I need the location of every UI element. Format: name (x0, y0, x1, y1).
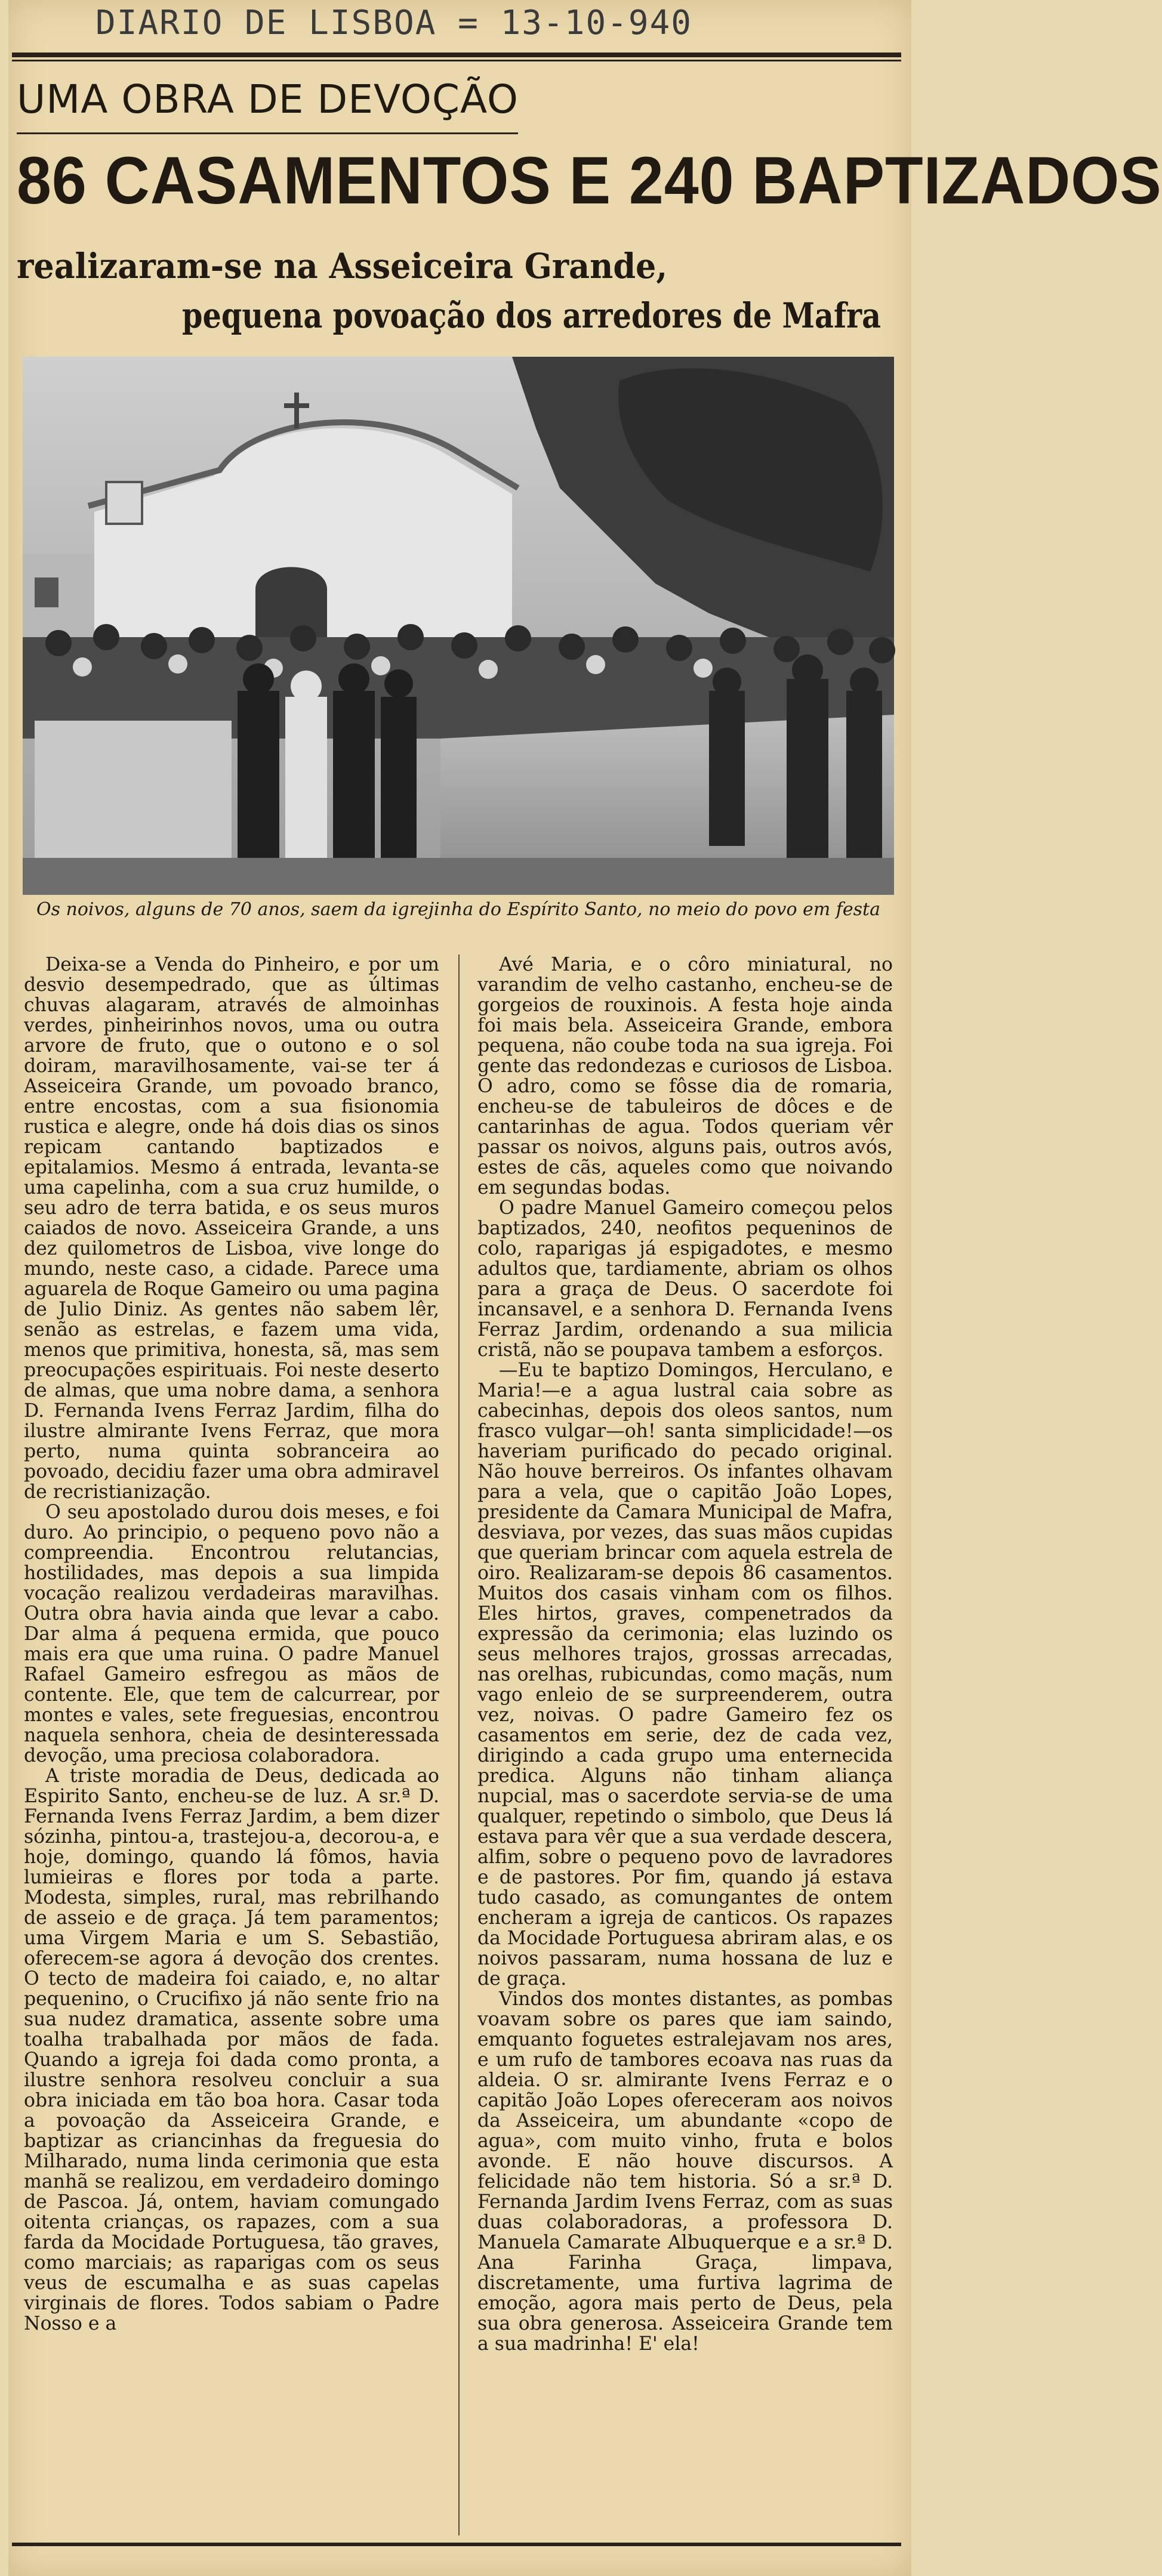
headline: 86 CASAMENTOS E 240 BAPTIZADOS (17, 143, 1162, 218)
church-crowd-photo (23, 357, 894, 895)
paragraph: A triste moradia de Deus, dedicada ao Espirito Santo, encheu-se de luz. A sr.ª D. Fernanda Ivens Ferraz Jardim, a bem dizer sózinha, pintou-a, trastejou-a, decorou-a, e hoje, domingo, quando lá fômos, havia lumieiras e flores por toda a parte. Modesta, simples, rural, mas rebrilhando de asseio e de graça. Já tem paramentos; uma Virgem Maria e um S. Sebastião, oferecem-se agora á devoção dos crentes. O tecto de madeira foi caiado, e, no altar pequenino, o Crucifixo já não sente frio na sua nudez dramatica, assente sobre uma toalha trabalhada por mãos de fada. Quando a igreja foi dada como pronta, a ilustre senhora resolveu concluir a sua obra iniciada em tão boa hora. Casar toda a povoação da Asseiceira Grande, e baptizar as criancinhas da freguesia do Milharado, numa linda cerimonia que esta manhã se realizou, em verdadeiro domingo de Pascoa. Já, ontem, haviam comungado oitenta crianças, os rapazes, com a sua farda da Mocidade Portuguesa, tão graves, como marciais; as raparigas com os seus veus de escumalha e as suas capelas virginais de flores. Todos sabiam o Padre Nosso e a (24, 1765, 439, 2334)
column-divider (458, 955, 460, 2535)
top-rule (12, 52, 901, 57)
kicker: UMA OBRA DE DEVOÇÃO (17, 76, 519, 122)
top-rule-thin (12, 60, 901, 61)
subheadline-1: realizaram-se na Asseiceira Grande, (17, 246, 668, 286)
subheadline-2: pequena povoação dos arredores de Mafra (182, 295, 881, 336)
news-photo (23, 357, 894, 895)
handwritten-source-note: DIARIO DE LISBOA = 13-10-940 (95, 4, 693, 42)
paragraph: O seu apostolado durou dois meses, e foi duro. Ao principio, o pequeno povo não a compreendia. Encontrou relutancias, hostilidades, mas depois a sua limpida vocação realizou verdadeiras maravilhas. Outra obra havia ainda que levar a cabo. Dar alma á pequena ermida, que pouco mais era que uma ruina. O padre Manuel Rafael Gameiro esfregou as mãos de contente. Ele, que tem de calcurrear, por montes e vales, sete freguesias, encontrou naquela senhora, cheia de desinteressada devoção, uma preciosa colaboradora. (24, 1502, 439, 1766)
paragraph: Vindos dos montes distantes, as pombas voavam sobre os pares que iam saindo, emquanto foguetes estralejavam nos ares, e um rufo de tambores ecoava nas ruas da aldeia. O sr. almirante Ivens Ferraz e o capitão João Lopes ofereceram aos noivos da Asseiceira, um abundante «copo de agua», com muito vinho, fruta e bolos avonde. E não houve discursos. A felicidade não tem historia. Só a sr.ª D. Fernanda Jardim Ivens Ferraz, com as suas duas colaboradoras, a professora D. Manuela Camarate Albuquerque e a sr.ª D. Ana Farinha Graça, limpava, discretamente, uma furtiva lagrima de emoção, agora mais perto de Deus, pela sua obra generosa. Asseiceira Grande tem a sua madrinha! E' ela! (477, 1988, 893, 2355)
bottom-rule (12, 2543, 901, 2546)
paragraph: O padre Manuel Gameiro começou pelos baptizados, 240, neofitos pequeninos de colo, raparigas já espigadotes, e mesmo adultos que, tardiamente, abriam os olhos para a graça de Deus. O sacerdote foi incansavel, e a senhora D. Fernanda Ivens Ferraz Jardim, ordenando a sua milicia cristã, não se poupava tambem a esforços. (477, 1197, 893, 1361)
kicker-underline (17, 132, 518, 134)
paragraph: —Eu te baptizo Domingos, Herculano, e Maria!—e a agua lustral caia sobre as cabecinhas, depois dos oleos santos, num frasco vulgar—oh! santa simplicidade!—os haveriam purificado do pecado original. Não houve berreiros. Os infantes olhavam para a vela, que o capitão João Lopes, presidente da Camara Municipal de Mafra, desviava, por vezes, das suas mãos cupidas que queriam brincar com aquela estrela de oiro. Realizaram-se depois 86 casamentos. Muitos dos casais vinham com os filhos. Eles hirtos, graves, compenetrados da expressão da cerimonia; elas luzindo os seus melhores trajos, grossas arrecadas, nas orelhas, rubicundas, como maçãs, num vago enleio de se surpreenderem, outra vez, noivas. O padre Gameiro fez os casamentos em serie, dez de cada vez, dirigindo a cada grupo uma enternecida predica. Alguns não tinham aliança nupcial, mas o sacerdote servia-se de uma qualquer, repetindo o simbolo, que Deus lá estava para vêr que a sua verdade descera, alfim, sobre o pequeno povo de lavradores e de pastores. Por fim, quando já estava tudo casado, as comungantes de ontem encheram a igreja de canticos. Os rapazes da Mocidade Portuguesa abriram alas, e os noivos passaram, numa hossana de luz e de graça. (477, 1360, 893, 1990)
paragraph: Avé Maria, e o côro miniatural, no varandim de velho castanho, encheu-se de gorgeios de rouxinois. A festa hoje ainda foi mais bela. Asseiceira Grande, embora pequena, não coube toda na sua igreja. Foi gente das redondezas e curiosos de Lisboa. O adro, como se fôsse dia de romaria, encheu-se de tabuleiros de dôces e de cantarinhas de agua. Todos queriam vêr passar os noivos, alguns pais, outros avós, estes de cãs, aqueles como que noivando em segundas bodas. (477, 954, 893, 1199)
paragraph: Deixa-se a Venda do Pinheiro, e por um desvio desempedrado, que as últimas chuvas alagaram, através de almoinhas verdes, pinheirinhos novos, uma ou outra arvore de fruto, que o outono e o sol doiram, maravilhosamente, vai-se ter á Asseiceira Grande, um povoado branco, entre encostas, com a sua fisionomia rustica e alegre, onde há dois dias os sinos repicam cantando baptizados e epitalamios. Mesmo á entrada, levanta-se uma capelinha, com a sua cruz humilde, o seu adro de terra batida, e os seus muros caiados de novo. Asseiceira Grande, a uns dez quilometros de Lisboa, vive longe do mundo, neste caso, a cidade. Parece uma aguarela de Roque Gameiro ou uma pagina de Julio Diniz. As gentes não sabem lêr, senão as estrelas, e fazem uma vida, menos que primitiva, honesta, sã, mas sem preocupações espirituais. Foi neste deserto de almas, que uma nobre dama, a senhora D. Fernanda Ivens Ferraz Jardim, filha do ilustre almirante Ivens Ferraz, que mora perto, numa quinta sobranceira ao povoado, decidiu fazer uma obra admiravel de recristianização. (24, 954, 439, 1503)
photo-caption: Os noivos, alguns de 70 anos, saem da igrejinha do Espírito Santo, no meio do povo em festa (36, 899, 880, 920)
article-column-left (24, 955, 439, 2535)
article-column-right (477, 955, 893, 2535)
